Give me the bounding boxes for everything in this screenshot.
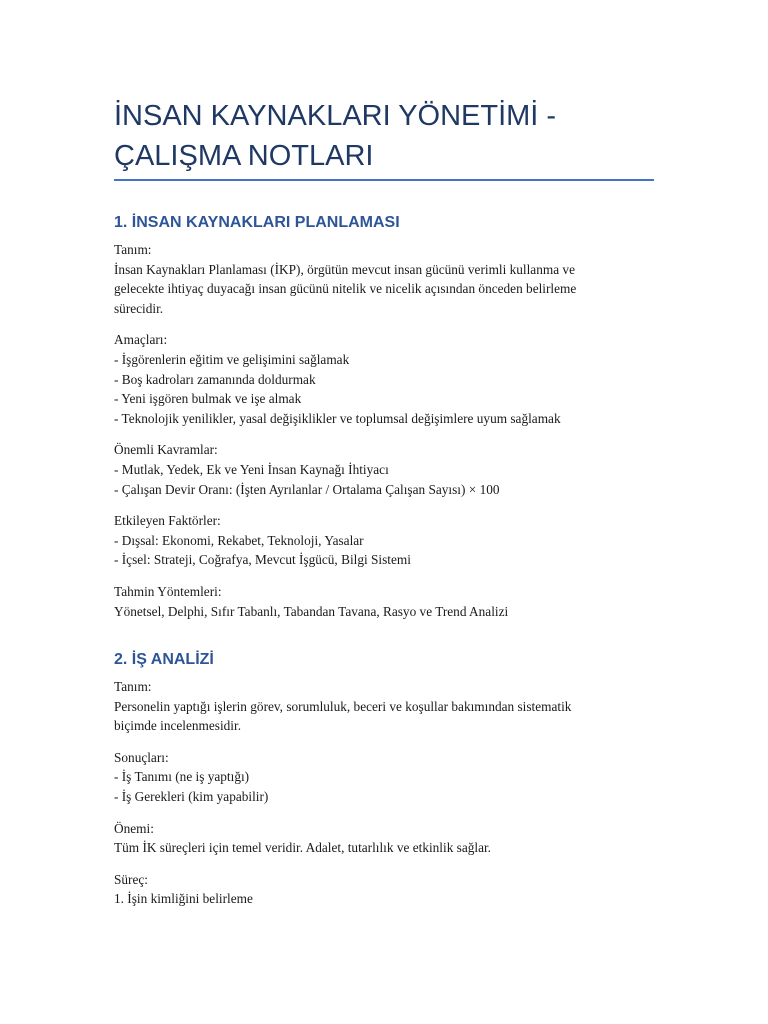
block-label: Sonuçları: [114,749,169,765]
block-line: - İşgörenlerin eğitim ve gelişimini sağlamak [114,351,350,367]
block-line: İnsan Kaynakları Planlaması (İKP), örgütün mevcut insan gücünü verimli kullanma ve [114,261,575,277]
block-line: - Çalışan Devir Oranı: (İşten Ayrılanlar / Ortalama Çalışan Sayısı) × 100 [114,481,500,497]
content-block [114,511,654,570]
block-label: Etkileyen Faktörler: [114,513,221,529]
document-title [114,96,654,176]
block-line: Tüm İK süreçleri için temel veridir. Adalet, tutarlılık ve etkinlik sağlar. [114,840,492,856]
block-line: - İş Gerekleri (kim yapabilir) [114,789,269,805]
document-body [114,210,654,935]
block-line: gelecekte ihtiyaç duyacağı insan gücünü nitelik ve nicelik açısından önceden belirleme [114,281,577,297]
section-1 [114,210,654,621]
content-block [114,748,654,807]
block-label: Önemli Kavramlar: [114,442,218,458]
block-line: - İçsel: Strateji, Coğrafya, Mevcut İşgücü, Bilgi Sistemi [114,552,411,568]
block-label: Tahmin Yöntemleri: [114,583,222,599]
content-block [114,582,654,621]
content-block [114,440,654,499]
block-line: Yönetsel, Delphi, Sıfır Tabanlı, Tabandan Tavana, Rasyo ve Trend Analizi [114,603,509,619]
section-2 [114,647,654,909]
block-label: Tanım: [114,679,152,695]
document-title-line-2: ÇALIŞMA NOTLARI [114,140,374,172]
document-title-line-1: İNSAN KAYNAKLARI YÖNETİMİ - [114,100,557,132]
block-label: Önemi: [114,820,154,836]
block-line: - Dışsal: Ekonomi, Rekabet, Teknoloji, Yasalar [114,532,364,548]
block-line: 1. İşin kimliğini belirleme [114,891,253,907]
block-line: - Mutlak, Yedek, Ek ve Yeni İnsan Kaynağı İhtiyacı [114,461,389,477]
block-line: - Teknolojik yenilikler, yasal değişiklikler ve toplumsal değişimlere uyum sağlamak [114,410,561,426]
block-label: Tanım: [114,242,152,257]
block-line: Personelin yaptığı işlerin görev, sorumluluk, beceri ve koşullar bakımından sistematik [114,698,572,714]
block-label: Süreç: [114,871,148,887]
content-block [114,819,654,858]
block-line: - Yeni işgören bulmak ve işe almak [114,391,302,407]
block-line: biçimde incelenmesidir. [114,718,242,734]
section-heading: 1. İNSAN KAYNAKLARI PLANLAMASI [114,214,400,231]
content-block [114,870,654,909]
content-block [114,330,654,428]
block-label: Amaçları: [114,332,168,348]
content-block [114,677,654,736]
block-line: - Boş kadroları zamanında doldurmak [114,371,316,387]
block-line: sürecidir. [114,300,164,316]
content-block [114,240,654,318]
title-underline-rule [114,179,654,181]
section-heading: 2. İŞ ANALİZİ [114,651,214,669]
block-line: - İş Tanımı (ne iş yaptığı) [114,769,250,785]
